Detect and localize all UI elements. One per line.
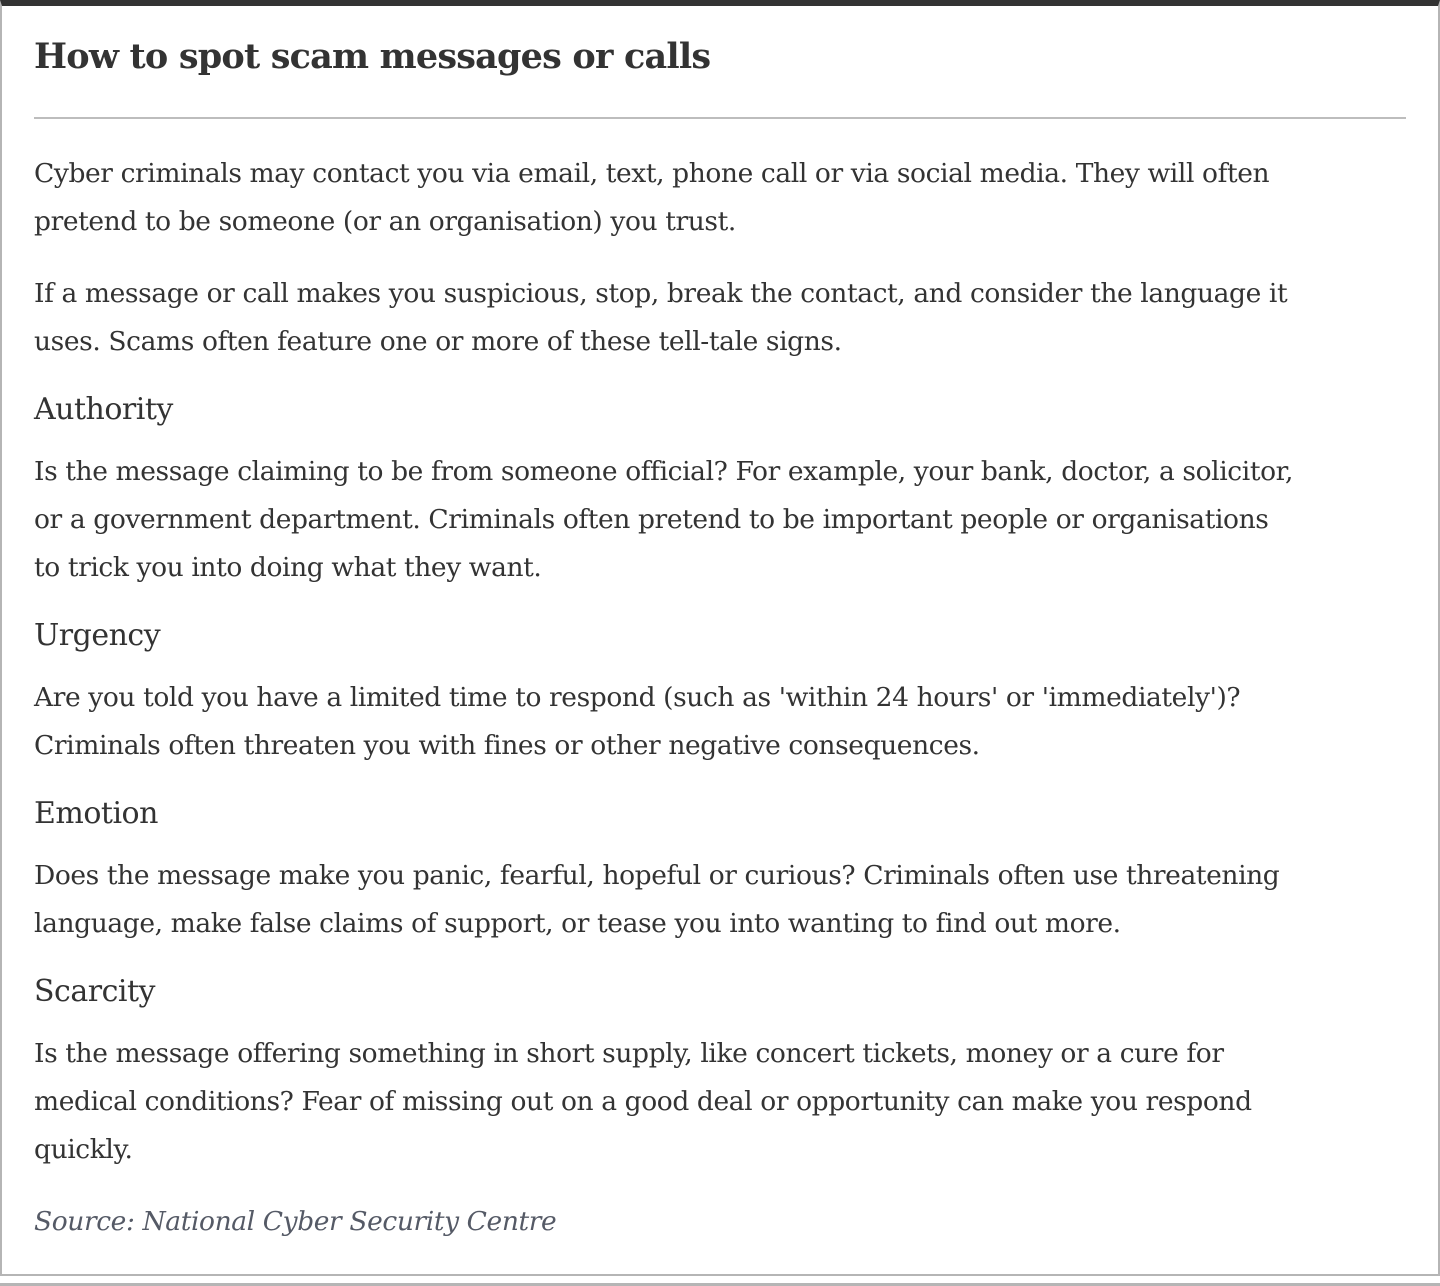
- intro-paragraph: [34, 150, 1406, 246]
- section-text-authority: [34, 448, 1406, 592]
- text-line: or a government department. Criminals often pretend to be important people or organisations: [34, 504, 1269, 535]
- section-text-scarcity: [34, 1030, 1406, 1174]
- title-divider: [34, 117, 1406, 119]
- text-line: medical conditions? Fear of missing out on a good deal or opportunity can make you respond: [34, 1086, 1252, 1117]
- article-content: [34, 33, 1406, 1246]
- source-credit: Source: National Cyber Security Centre: [34, 1206, 557, 1237]
- text-line: language, make false claims of support, or tease you into wanting to find out more.: [34, 908, 1121, 939]
- text-line: If a message or call makes you suspicious, stop, break the contact, and consider the language it: [34, 278, 1288, 309]
- text-line: quickly.: [34, 1134, 133, 1165]
- intro-paragraph: [34, 270, 1406, 366]
- text-line: Are you told you have a limited time to respond (such as 'within 24 hours' or 'immediately')?: [34, 682, 1241, 713]
- text-line: Is the message claiming to be from someone official? For example, your bank, doctor, a solicitor,: [34, 456, 1294, 487]
- text-line: Is the message offering something in short supply, like concert tickets, money or a cure for: [34, 1038, 1224, 1069]
- section-text-emotion: [34, 852, 1406, 948]
- box-title: How to spot scam messages or calls: [34, 36, 711, 77]
- section-heading-urgency: Urgency: [34, 618, 161, 653]
- text-line: pretend to be someone (or an organisation) you trust.: [34, 206, 736, 237]
- text-line: to trick you into doing what they want.: [34, 552, 542, 583]
- section-heading-authority: Authority: [34, 392, 173, 427]
- section-heading-emotion: Emotion: [34, 796, 158, 831]
- section-heading-scarcity: Scarcity: [34, 974, 155, 1009]
- text-line: uses. Scams often feature one or more of these tell-tale signs.: [34, 326, 842, 357]
- text-line: Cyber criminals may contact you via email, text, phone call or via social media. They will often: [34, 158, 1270, 189]
- section-text-urgency: [34, 674, 1406, 770]
- text-line: Does the message make you panic, fearful, hopeful or curious? Criminals often use threatening: [34, 860, 1280, 891]
- text-line: Criminals often threaten you with fines or other negative consequences.: [34, 730, 980, 761]
